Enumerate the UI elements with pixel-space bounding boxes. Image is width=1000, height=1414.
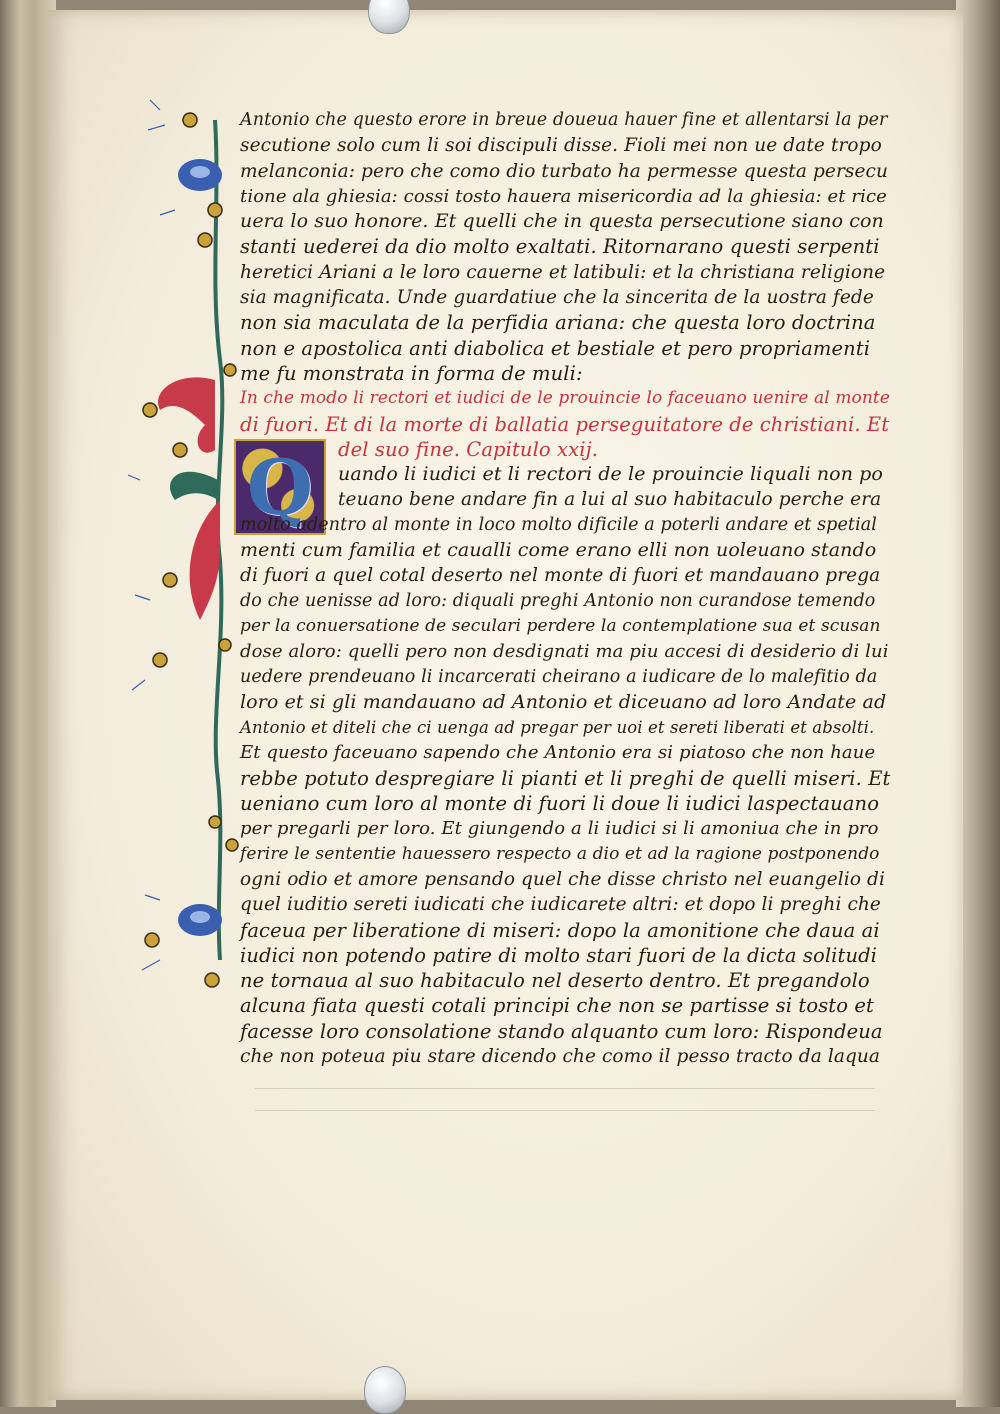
- chapter-line: che non poteua piu stare dicendo che como il pesso tracto da laqua: [240, 1045, 881, 1067]
- chapter-line: di fuori a quel cotal deserto nel monte di fuori et mandauano prega: [240, 565, 881, 587]
- chapter-line: Et questo faceuano sapendo che Antonio era si piatoso che non haue: [240, 742, 876, 764]
- chapter-line: dose aloro: quelli pero non desdignati ma piu accesi di desiderio di lui: [240, 641, 889, 663]
- chapter-line: ogni odio et amore pensando quel che disse christo nel euangelio di: [240, 868, 885, 890]
- chapter-line: menti cum familia et caualli come erano elli non uoleuano stando: [240, 539, 877, 562]
- manuscript-text: [240, 108, 890, 1069]
- text-line: sia magnificata. Unde guardatiue che la sincerita de la uostra fede: [240, 287, 874, 309]
- chapter-line: ferire le sententie hauessero respecto a dio et ad la ragione postponendo: [240, 843, 880, 864]
- chapter-line: per la conuersatione de seculari perdere la contemplatione sua et scusan: [240, 615, 881, 636]
- text-line: tione ala ghiesia: cossi tosto hauera misericordia ad la ghiesia: et rice: [240, 185, 887, 207]
- chapter-line: rebbe potuto despregiare li pianti et li preghi de quelli miseri. Et: [240, 766, 891, 790]
- text-line: melanconia: pero che como dio turbato ha permesse questa persecu: [240, 160, 889, 182]
- chapter-line: teuano bene andare fin a lui al suo habitaculo perche era: [338, 489, 882, 511]
- text-line: me fu monstrata in forma de muli:: [240, 361, 583, 385]
- chapter-line: per pregarli per loro. Et giungendo a li iudici si li amoniua che in pro: [240, 818, 879, 840]
- text-line: stanti uederei da dio molto exaltati. Ritornarano questi serpenti: [240, 235, 880, 259]
- text-line: secutione solo cum li soi discipuli disse. Fioli mei non ue date tropo: [240, 135, 882, 157]
- rubric-line: del suo fine. Capitulo xxij.: [338, 437, 599, 461]
- chapter-line: faceua per liberatione di miseri: dopo la amonitione che daua ai: [240, 918, 880, 942]
- chapter-line: Antonio et diteli che ci uenga ad pregar per uoi et sereti liberati et absolti.: [240, 718, 875, 738]
- text-line: uera lo suo honore. Et quelli che in questa persecutione siano con: [240, 210, 884, 233]
- chapter-line: quel iuditio sereti iudicati che iudicarete altri: et dopo li preghi che: [240, 894, 881, 916]
- chapter-line: do che uenisse ad loro: diquali preghi Antonio non curandose temendo: [240, 590, 876, 611]
- text-line: non e apostolica anti diabolica et bestiale et pero propriamenti: [240, 336, 871, 360]
- initial-letter: Q: [246, 442, 314, 532]
- ruling-line: [255, 1110, 875, 1111]
- chapter-line: uedere prendeuano li incarcerati cheirano a iudicare de lo malefitio da: [240, 666, 878, 687]
- rubric-line: In che modo li rectori et iudici de le prouincie lo faceuano uenire al monte: [240, 388, 891, 409]
- ruling-line: [255, 1088, 875, 1089]
- rubric-line: di fuori. Et di la morte di ballatia perseguitatore de christiani. Et: [240, 412, 890, 436]
- text-line: heretici Ariani a le loro cauerne et latibuli: et la christiana religione: [240, 261, 886, 283]
- chapter-line: ne tornaua al suo habitaculo nel deserto dentro. Et pregandolo: [240, 969, 870, 993]
- chapter-line: molto adentro al monte in loco molto dificile a poterli andare et spetial: [240, 514, 877, 535]
- text-line: Antonio che questo erore in breue doueua hauer fine et allentarsi la per: [240, 110, 888, 130]
- chapter-line: loro et si gli mandauano ad Antonio et diceuano ad loro Andate ad: [240, 690, 887, 713]
- floral-border-icon: [120, 80, 260, 1020]
- chapter-line: iudici non potendo patire di molto stari fuori de la dicta solitudi: [240, 943, 878, 967]
- chapter-line: uando li iudici et li rectori de le prouincie liquali non po: [338, 463, 883, 486]
- chapter-line: facesse loro consolatione stando alquanto cum loro: Rispondeua: [240, 1019, 883, 1043]
- chapter-line: alcuna fiata questi cotali principi che non se partisse si tosto et: [240, 994, 874, 1018]
- chapter-line: ueniano cum loro al monte di fuori li doue li iudici laspectauano: [240, 792, 880, 816]
- text-line: non sia maculata de la perfidia ariana: che questa loro doctrina: [240, 311, 876, 335]
